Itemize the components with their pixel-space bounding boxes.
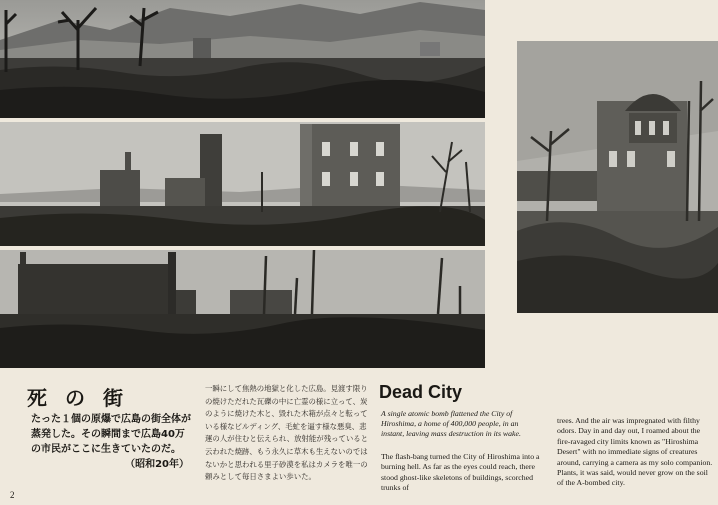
jp-title: 死の街	[27, 386, 141, 410]
en-lead: A single atomic bomb flattened the City of Hiroshima, a home of 400,000 people, in an instant, leaving mass destruction in its wake.	[381, 409, 521, 438]
jp-caption-text: たった１個の原爆で広島の街全体が蒸発した。その瞬間まで広島40万の市民がここに生きていたのだ。	[31, 414, 191, 455]
en-column-2: trees. And the air was impregnated with filthy odors. Day in and day out, I roamed about the fire-ravaged city limits known as "Hiroshima Desert" with no immediate signs of creatures around, carrying a camera as my solo companion. Plants, it was said, would never grow on the soil of the A-bombed city.	[557, 416, 713, 488]
photo-dome	[517, 41, 718, 313]
photo-ruins	[0, 122, 485, 246]
en-column-1: The flash-bang turned the City of Hiroshima into a burning hell. As far as the eyes could reach, there stood ghost-like skeletons of buildings, scorched trunks of	[381, 452, 540, 493]
jp-column: 一瞬にして焦熱の地獄と化した広島。見渡す限りの焼けただれた瓦礫の中に亡霊の様に立って、炭のように焼けた木と、毀れた木箱が点々と転っている様なビルディング、毛虻を逼す様な悪臭、悲運の人が住むと伝えられ、放射能が残っていると云われた焼跡、もう永久に草木も生えないのではないかと思われる里子砂漠を私はカメラを唯一の頼みとして毎日さまよい歩いた。	[205, 384, 369, 482]
photo-panorama	[0, 0, 485, 118]
page-number: 2	[10, 490, 15, 500]
photo-factory	[0, 250, 485, 368]
jp-caption	[31, 412, 193, 472]
en-title: Dead City	[379, 382, 463, 402]
jp-date: （昭和20年）	[125, 459, 189, 470]
